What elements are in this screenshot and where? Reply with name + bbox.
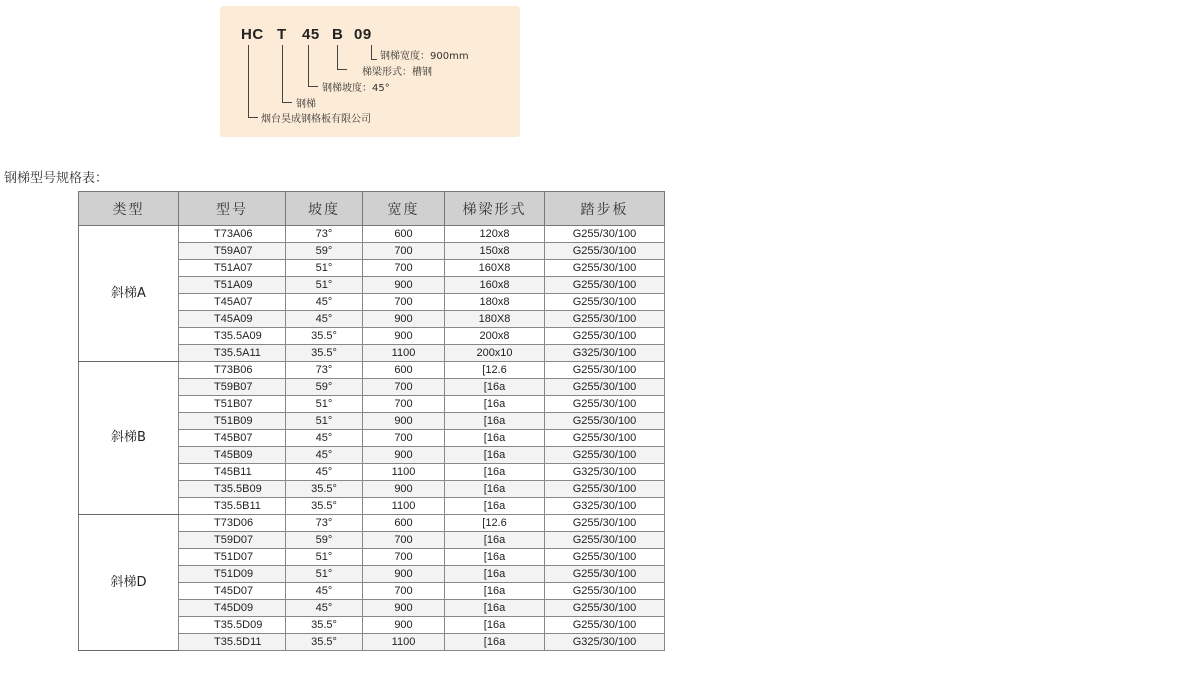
connector-prefix-v <box>248 45 249 117</box>
cell-beam: [16a <box>445 617 545 634</box>
connector-type-h <box>282 102 292 103</box>
cell-slope: 73° <box>286 515 363 532</box>
cell-width: 700 <box>363 243 445 260</box>
cell-beam: 180x8 <box>445 294 545 311</box>
connector-width-v <box>371 45 372 59</box>
cell-tread: G255/30/100 <box>545 583 665 600</box>
cell-model: T45B11 <box>179 464 286 481</box>
cell-width: 1100 <box>363 464 445 481</box>
cell-tread: G255/30/100 <box>545 260 665 277</box>
cell-width: 600 <box>363 515 445 532</box>
cell-beam: [16a <box>445 396 545 413</box>
cell-width: 700 <box>363 583 445 600</box>
cell-model: T35.5B11 <box>179 498 286 515</box>
cell-beam: [16a <box>445 464 545 481</box>
cell-model: T51D09 <box>179 566 286 583</box>
cell-tread: G255/30/100 <box>545 243 665 260</box>
code-type: T <box>277 26 287 43</box>
cell-tread: G255/30/100 <box>545 396 665 413</box>
cell-width: 1100 <box>363 345 445 362</box>
cell-model: T59A07 <box>179 243 286 260</box>
cell-beam: [12.6 <box>445 362 545 379</box>
cell-slope: 35.5° <box>286 498 363 515</box>
cell-beam: 160x8 <box>445 277 545 294</box>
label-slope: 钢梯坡度：45° <box>322 83 390 94</box>
cell-width: 900 <box>363 413 445 430</box>
table-row <box>79 226 665 243</box>
cell-beam: [16a <box>445 447 545 464</box>
cell-width: 600 <box>363 362 445 379</box>
connector-prefix-h <box>248 117 258 118</box>
cell-model: T45B07 <box>179 430 286 447</box>
cell-model: T51B07 <box>179 396 286 413</box>
cell-width: 700 <box>363 260 445 277</box>
cell-tread: G255/30/100 <box>545 430 665 447</box>
cell-slope: 59° <box>286 379 363 396</box>
connector-beam-v <box>337 45 338 69</box>
model-code-diagram <box>220 6 520 137</box>
connector-slope-v <box>308 45 309 86</box>
label-width: 钢梯宽度：900mm <box>380 51 469 62</box>
cell-width: 700 <box>363 532 445 549</box>
connector-type-v <box>282 45 283 102</box>
header-model: 型号 <box>179 192 286 226</box>
cell-model: T73B06 <box>179 362 286 379</box>
cell-slope: 35.5° <box>286 345 363 362</box>
cell-beam: [16a <box>445 430 545 447</box>
cell-tread: G255/30/100 <box>545 328 665 345</box>
cell-slope: 35.5° <box>286 481 363 498</box>
cell-slope: 45° <box>286 600 363 617</box>
cell-slope: 45° <box>286 311 363 328</box>
cell-width: 1100 <box>363 634 445 651</box>
connector-width-h <box>371 59 377 60</box>
cell-model: T59D07 <box>179 532 286 549</box>
cell-model: T35.5D09 <box>179 617 286 634</box>
cell-width: 700 <box>363 396 445 413</box>
code-prefix: HC <box>241 26 264 43</box>
connector-slope-h <box>308 86 318 87</box>
cell-tread: G255/30/100 <box>545 566 665 583</box>
cell-width: 900 <box>363 447 445 464</box>
cell-slope: 45° <box>286 430 363 447</box>
cell-tread: G255/30/100 <box>545 447 665 464</box>
header-slope: 坡度 <box>286 192 363 226</box>
cell-slope: 51° <box>286 277 363 294</box>
cell-model: T73D06 <box>179 515 286 532</box>
cell-beam: [16a <box>445 583 545 600</box>
label-type: 钢梯 <box>296 99 316 110</box>
cell-beam: [12.6 <box>445 515 545 532</box>
cell-slope: 51° <box>286 566 363 583</box>
cell-width: 700 <box>363 294 445 311</box>
cell-beam: [16a <box>445 549 545 566</box>
cell-slope: 45° <box>286 583 363 600</box>
connector-beam-h <box>337 69 347 70</box>
cell-model: T51A07 <box>179 260 286 277</box>
cell-slope: 73° <box>286 362 363 379</box>
cell-width: 700 <box>363 549 445 566</box>
cell-width: 900 <box>363 600 445 617</box>
cell-beam: 200x8 <box>445 328 545 345</box>
cell-beam: [16a <box>445 566 545 583</box>
cell-width: 900 <box>363 328 445 345</box>
spec-table <box>78 191 665 651</box>
cell-model: T51D07 <box>179 549 286 566</box>
cell-beam: 160X8 <box>445 260 545 277</box>
cell-width: 1100 <box>363 498 445 515</box>
cell-width: 600 <box>363 226 445 243</box>
code-beam: B <box>332 26 344 43</box>
code-width: 09 <box>354 26 372 43</box>
header-beam: 梯梁形式 <box>445 192 545 226</box>
cell-width: 900 <box>363 481 445 498</box>
cell-model: T59B07 <box>179 379 286 396</box>
cell-tread: G255/30/100 <box>545 532 665 549</box>
cell-model: T45D09 <box>179 600 286 617</box>
code-slope: 45 <box>302 26 320 43</box>
cell-model: T35.5A09 <box>179 328 286 345</box>
cell-beam: 120x8 <box>445 226 545 243</box>
cell-slope: 51° <box>286 396 363 413</box>
cell-model: T45A07 <box>179 294 286 311</box>
cell-slope: 35.5° <box>286 617 363 634</box>
cell-model: T45D07 <box>179 583 286 600</box>
cell-beam: 180X8 <box>445 311 545 328</box>
cell-tread: G255/30/100 <box>545 311 665 328</box>
cell-tread: G255/30/100 <box>545 379 665 396</box>
cell-width: 900 <box>363 566 445 583</box>
cell-width: 900 <box>363 311 445 328</box>
cell-slope: 59° <box>286 532 363 549</box>
cell-beam: [16a <box>445 600 545 617</box>
cell-model: T51B09 <box>179 413 286 430</box>
cell-width: 700 <box>363 430 445 447</box>
cell-slope: 45° <box>286 464 363 481</box>
cell-slope: 35.5° <box>286 634 363 651</box>
cell-model: T35.5B09 <box>179 481 286 498</box>
cell-tread: G325/30/100 <box>545 498 665 515</box>
cell-beam: [16a <box>445 498 545 515</box>
cell-tread: G255/30/100 <box>545 481 665 498</box>
group-label: 斜梯B <box>79 362 179 515</box>
cell-tread: G255/30/100 <box>545 515 665 532</box>
header-type: 类型 <box>79 192 179 226</box>
cell-slope: 51° <box>286 413 363 430</box>
cell-model: T45B09 <box>179 447 286 464</box>
table-header-row <box>79 192 665 226</box>
cell-tread: G255/30/100 <box>545 362 665 379</box>
label-company: 烟台昊成钢格板有限公司 <box>261 114 371 125</box>
cell-beam: [16a <box>445 481 545 498</box>
cell-tread: G325/30/100 <box>545 345 665 362</box>
cell-tread: G255/30/100 <box>545 413 665 430</box>
cell-beam: [16a <box>445 532 545 549</box>
cell-width: 900 <box>363 277 445 294</box>
cell-tread: G255/30/100 <box>545 294 665 311</box>
cell-tread: G255/30/100 <box>545 226 665 243</box>
cell-beam: [16a <box>445 413 545 430</box>
cell-slope: 73° <box>286 226 363 243</box>
cell-slope: 35.5° <box>286 328 363 345</box>
cell-slope: 51° <box>286 260 363 277</box>
cell-slope: 59° <box>286 243 363 260</box>
cell-model: T35.5D11 <box>179 634 286 651</box>
cell-tread: G255/30/100 <box>545 549 665 566</box>
cell-beam: 200x10 <box>445 345 545 362</box>
cell-width: 900 <box>363 617 445 634</box>
cell-tread: G255/30/100 <box>545 277 665 294</box>
cell-model: T35.5A11 <box>179 345 286 362</box>
group-label: 斜梯D <box>79 515 179 651</box>
page-title: 钢梯型号规格表： <box>4 171 109 186</box>
cell-width: 700 <box>363 379 445 396</box>
table-body <box>79 226 665 651</box>
table-row <box>79 515 665 532</box>
cell-slope: 45° <box>286 447 363 464</box>
group-label: 斜梯A <box>79 226 179 362</box>
cell-beam: [16a <box>445 634 545 651</box>
cell-tread: G255/30/100 <box>545 600 665 617</box>
cell-model: T45A09 <box>179 311 286 328</box>
cell-slope: 51° <box>286 549 363 566</box>
cell-model: T51A09 <box>179 277 286 294</box>
cell-beam: [16a <box>445 379 545 396</box>
header-tread: 踏步板 <box>545 192 665 226</box>
cell-tread: G255/30/100 <box>545 617 665 634</box>
label-beam: 梯梁形式：槽钢 <box>362 67 432 78</box>
table-row <box>79 362 665 379</box>
header-width: 宽度 <box>363 192 445 226</box>
cell-tread: G325/30/100 <box>545 634 665 651</box>
cell-beam: 150x8 <box>445 243 545 260</box>
cell-model: T73A06 <box>179 226 286 243</box>
cell-tread: G325/30/100 <box>545 464 665 481</box>
cell-slope: 45° <box>286 294 363 311</box>
